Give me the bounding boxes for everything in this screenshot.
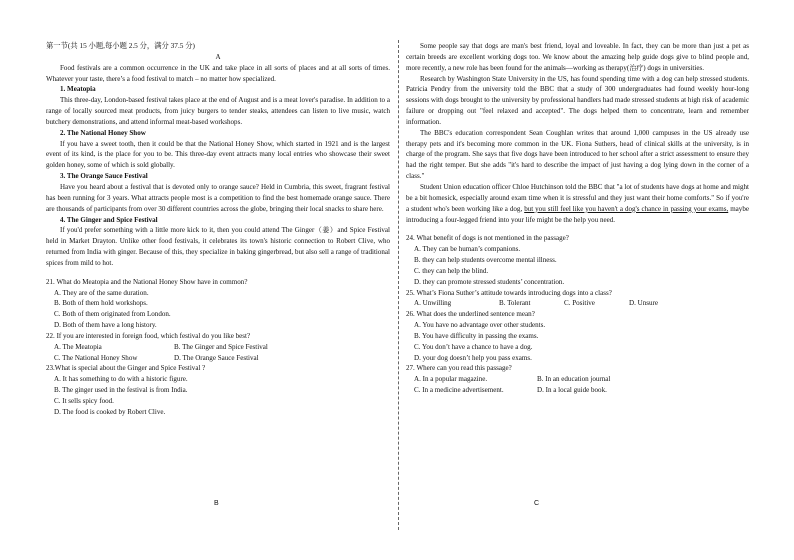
q22-option-a: A. The Meatopia: [54, 342, 102, 351]
q23-option-a: A. It has something to do with a historic figure.: [54, 375, 188, 384]
question-25: 25. What’s Fiona Suther’s attitude towards introducing dogs into a class?: [406, 288, 612, 297]
right-column: [406, 41, 749, 396]
q24-option-a: A. They can be human’s companions.: [414, 245, 521, 254]
q27-option-d: D. In a local guide book.: [537, 386, 607, 395]
column-divider: [398, 40, 399, 530]
q23-option-b: B. The ginger used in the festival is from India.: [54, 386, 188, 395]
q21-option-d: D. Both of them have a long history.: [54, 321, 157, 330]
q27-option-b: B. In an education journal: [537, 375, 611, 384]
page-footer-right: C: [534, 500, 540, 507]
festival-4-text: If you'd prefer something with a little more kick to it, then you could attend The Ginger（姜）and Spice Festival held in Market Drayton. Unlike other food festivals, it celebrates its town's historic connection to Robert Clive, who returned from India with ginger. Because of this, they specialize in baking gingerbread, but also sell a range of traditional spices from mild to hot.: [46, 226, 390, 267]
festival-3-text: Have you heard about a festival that is devoted only to orange sauce? Held in Cumbria, this sweet, fragrant festival has been running for 3 years. What attracts people most is a competition to find the best homemade orange sauce. There are thousands of participants from over 30 different countries across the globe, bringing their local snacks to share here.: [46, 182, 390, 213]
festival-2-title: 2. The National Honey Show: [60, 128, 146, 137]
question-22: 22. If you are interested in foreign food, which festival do you like best?: [46, 331, 251, 340]
q24-option-d: D. they can promote stressed students’ concentration.: [414, 277, 565, 286]
q25-option-c: C. Positive: [564, 299, 595, 308]
q22-options-row-1: [46, 342, 390, 353]
passage-label-a: A: [215, 52, 221, 61]
q25-option-d: D. Unsure: [629, 299, 658, 308]
passage-a-intro: Food festivals are a common occurrence in the UK and take place in all sorts of places and at all sorts of times. Whatever your taste, there’s a food festival to match – no matter how specialized.: [46, 63, 390, 83]
q23-option-c: C. It sells spicy food.: [54, 397, 114, 405]
q21-option-c: C. Both of them originated from London.: [54, 310, 171, 319]
left-column: [46, 41, 390, 418]
q22-option-c: C. The National Honey Show: [54, 353, 138, 362]
q24-option-c: C. they can help the blind.: [414, 266, 489, 275]
q27-options-row-1: [406, 374, 749, 385]
q23-option-d: D. The food is cooked by Robert Clive.: [54, 407, 166, 416]
q26-option-c: C. You don’t have a chance to have a dog.: [414, 342, 533, 351]
q22-options-row-2: [46, 353, 390, 364]
question-27: 27. Where can you read this passage?: [406, 364, 512, 373]
question-26: 26. What does the underlined sentence mean?: [406, 310, 535, 319]
festival-3-title: 3. The Orange Sauce Festival: [60, 172, 148, 181]
question-21: 21. What do Meatopia and the National Honey Show have in common?: [46, 277, 248, 286]
underlined-sentence: but you still feel like you haven't a dog's chance in passing your exams,: [524, 204, 729, 213]
paragraph-4-end: maybe introducing a four-legged friend into your life might be the help you need.: [406, 204, 749, 224]
festival-4-title: 4. The Ginger and Spice Festival: [60, 215, 158, 224]
q27-options-row-2: [406, 385, 749, 396]
q25-option-a: A. Unwilling: [414, 299, 452, 308]
q26-option-b: B. You have difficulty in passing the exams.: [414, 331, 539, 340]
q26-option-a: A. You have no advantage over other students.: [414, 321, 546, 330]
page-footer-left: B: [214, 500, 219, 507]
festival-1-title: 1. Meatopia: [60, 85, 96, 94]
q22-option-d: D. The Orange Sauce Festival: [174, 353, 259, 362]
question-23: 23.What is special about the Ginger and Spice Festival ?: [46, 364, 206, 373]
q21-option-a: A. They are of the same duration.: [54, 288, 149, 297]
q25-options-row: [406, 298, 749, 309]
festival-2-text: If you have a sweet tooth, then it could be that the National Honey Show, which started in 1921 and is the largest event of its kind, is the place for you to be. This three-day event attracts many local entries who showcase their sweet golden honey, some of which is sold globally.: [46, 139, 390, 170]
passage-b-paragraph-3: The BBC's education correspondent Sean Coughlan writes that around 1,000 campuses in the US already use therapy pets and it's becoming more common in the UK. Fiona Suthers, head of clinical skills at the university, is in charge of the program. She says that five dogs have been introduced to her school after a strict assessment to ensure they had the right temper. But she adds "it's hard to describe the impact of just having a dog lying down in the corner of a class.": [406, 128, 749, 181]
festival-1-text: This three-day, London-based festival takes place at the end of August and is a meat lover's paradise. In addition to a range of locally sourced meat products, from juicy burgers to tender steaks, attendees can listen to live music, watch butchery demonstrations, and attend informal meat-based workshops.: [46, 96, 390, 126]
q27-option-a: A. In a popular magazine.: [414, 375, 488, 384]
passage-b-paragraph-2: Research by Washington State University in the US, has found spending time with a dog can help stressed students. Patricia Pendry from the university told the BBC that a study of 300 undergraduates had found weekly hour-long sessions with dogs brought to the university by professional handlers had made stressed students at high risk of academic failure or dropping out "feel relaxed and accepted". The dogs helped them to concentrate, learn and remember information.: [406, 74, 749, 126]
q21-option-b: B. Both of them hold workshops.: [54, 299, 148, 308]
passage-b-paragraph-4: [406, 182, 749, 225]
section-title: 第一节(共 15 小题,每小题 2.5 分，满分 37.5 分): [46, 41, 195, 50]
passage-b-paragraph-1: Some people say that dogs are man's best friend, loyal and loveable. In fact, they can be more than just a pet as certain breeds are excellent working dogs too. We know about the amazing help guide dogs give to blind people and, more recently, a new role has been found for the animals—working as therapy(治疗) dogs in universities.: [406, 42, 749, 72]
question-24: 24. What benefit of dogs is not mentioned in the passage?: [406, 234, 569, 243]
q25-option-b: B. Tolerant: [499, 299, 531, 308]
q27-option-c: C. In a medicine advertisement.: [414, 386, 504, 395]
q22-option-b: B. The Ginger and Spice Festival: [174, 342, 268, 351]
q24-option-b: B. they can help students overcome mental illness.: [414, 256, 557, 265]
q26-option-d: D. your dog doesn’t help you pass exams.: [414, 353, 532, 362]
paragraph-4-start: Student Union education officer Chloe Hutchinson told the BBC that "a lot of students have dogs at home and might be a bit homesick, especially around exam time when it is stressful and they just want their home comforts." So if you're a student who's been working like a dog,: [406, 182, 749, 213]
